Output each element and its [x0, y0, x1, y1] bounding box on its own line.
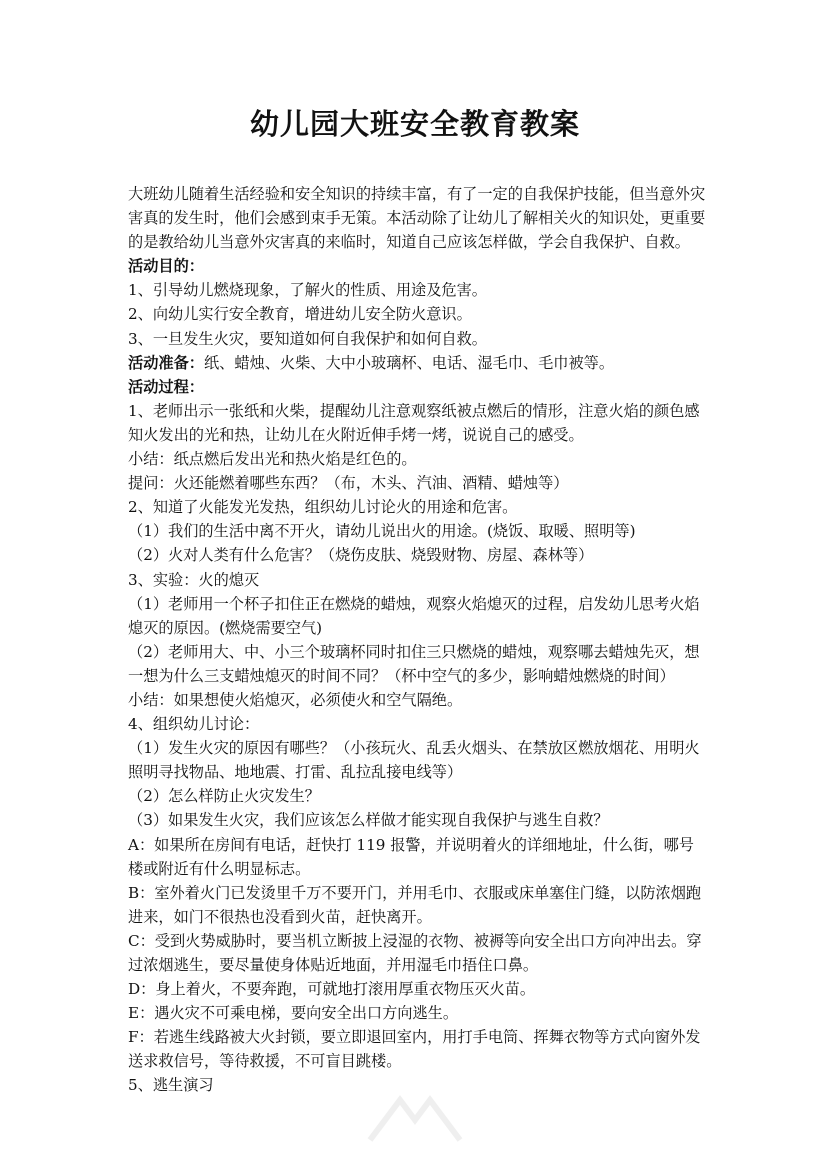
goal-item: 3、一旦发生火灾，要知道如何自我保护和如何自救。 [128, 329, 487, 348]
document-body [128, 182, 708, 1098]
goal-item: 2、向幼儿实行安全教育，增进幼儿安全防火意识。 [128, 305, 472, 324]
process-line: C：受到火势威胁时，要当机立断披上浸湿的衣物、被褥等向安全出口方向冲出去。穿过浓烟逃生，要尽量使身体贴近地面，并用湿毛巾捂住口鼻。 [128, 931, 702, 974]
watermark-icon [360, 1090, 470, 1150]
process-line: （1）我们的生活中离不开火，请幼儿说出火的用途。(烧饭、取暖、照明等) [128, 522, 636, 541]
process-line: （2）老师用大、中、小三个玻璃杯同时扣住三只燃烧的蜡烛，观察哪去蜡烛先灭，想一想为什么三支蜡烛熄灭的时间不同？（杯中空气的多少，影响蜡烛燃烧的时间） [128, 642, 700, 685]
process-line: 4、组织幼儿讨论： [128, 715, 260, 734]
process-line: （3）如果发生火灾，我们应该怎么样做才能实现自我保护与逃生自救？ [128, 811, 609, 830]
process-line: （2）怎么样防止火灾发生？ [128, 787, 320, 806]
process-line: 小结：纸点燃后发出光和热火焰是红色的。 [128, 450, 417, 469]
prep-label: 活动准备： [128, 353, 204, 372]
process-line: 小结：如果想使火焰熄灭，必须使火和空气隔绝。 [128, 690, 463, 709]
process-line: B：室外着火门已发烫里千万不要开门，并用毛巾、衣服或床单塞住门缝，以防浓烟跑进来，如门不很热也没看到火苗，赶快离开。 [128, 883, 702, 926]
process-line: （2）火对人类有什么危害？（烧伤皮肤、烧毁财物、房屋、森林等） [128, 546, 594, 565]
goals-heading: 活动目的： [128, 257, 204, 276]
process-line: （1）老师用一个杯子扣住正在燃烧的蜡烛，观察火焰熄灭的过程，启发幼儿思考火焰熄灭的原因。(燃烧需要空气) [128, 594, 700, 637]
process-line: 5、逃生演习 [128, 1076, 214, 1095]
process-line: 2、知道了火能发光发热，组织幼儿讨论火的用途和危害。 [128, 498, 518, 517]
intro-paragraph: 大班幼儿随着生活经验和安全知识的持续丰富，有了一定的自我保护技能，但当意外灾害真的发生时，他们会感到束手无策。本活动除了让幼儿了解相关火的知识处，更重要的是教给幼儿当意外灾害真的来临时，知道自己应该怎样做，学会自我保护、自救。 [128, 185, 706, 252]
prep-line [128, 351, 708, 375]
process-heading: 活动过程： [128, 377, 204, 396]
process-line: E：遇火灾不可乘电梯，要向安全出口方向逃生。 [128, 1004, 459, 1023]
process-line: F：若逃生线路被大火封锁，要立即退回室内，用打手电筒、挥舞衣物等方式向窗外发送求救信号，等待救援，不可盲目跳楼。 [128, 1028, 701, 1071]
process-line: 3、实验：火的熄灭 [128, 570, 260, 589]
prep-text: 纸、蜡烛、火柴、大中小玻璃杯、电话、湿毛巾、毛巾被等。 [203, 353, 614, 372]
process-line: 1、老师出示一张纸和火柴，提醒幼儿注意观察纸被点燃后的情形，注意火焰的颜色感知火发出的光和热，让幼儿在火附近伸手烤一烤，说说自己的感受。 [128, 401, 700, 444]
goal-item: 1、引导幼儿燃烧现象，了解火的性质、用途及危害。 [128, 281, 487, 300]
page-title: 幼儿园大班安全教育教案 [249, 107, 580, 141]
process-line: A：如果所在房间有电话，赶快打 119 报警，并说明着火的详细地址，什么街，哪号楼或附近有什么明显标志。 [128, 835, 694, 878]
process-line: 提问：火还能燃着哪些东西？（布，木头、汽油、酒精、蜡烛等） [128, 474, 569, 493]
process-line: （1）发生火灾的原因有哪些？（小孩玩火、乱丢火烟头、在禁放区燃放烟花、用明火照明寻找物品、地地震、打雷、乱拉乱接电线等） [128, 739, 700, 782]
process-line: D：身上着火，不要奔跑，可就地打滚用厚重衣物压灭火苗。 [128, 980, 536, 999]
